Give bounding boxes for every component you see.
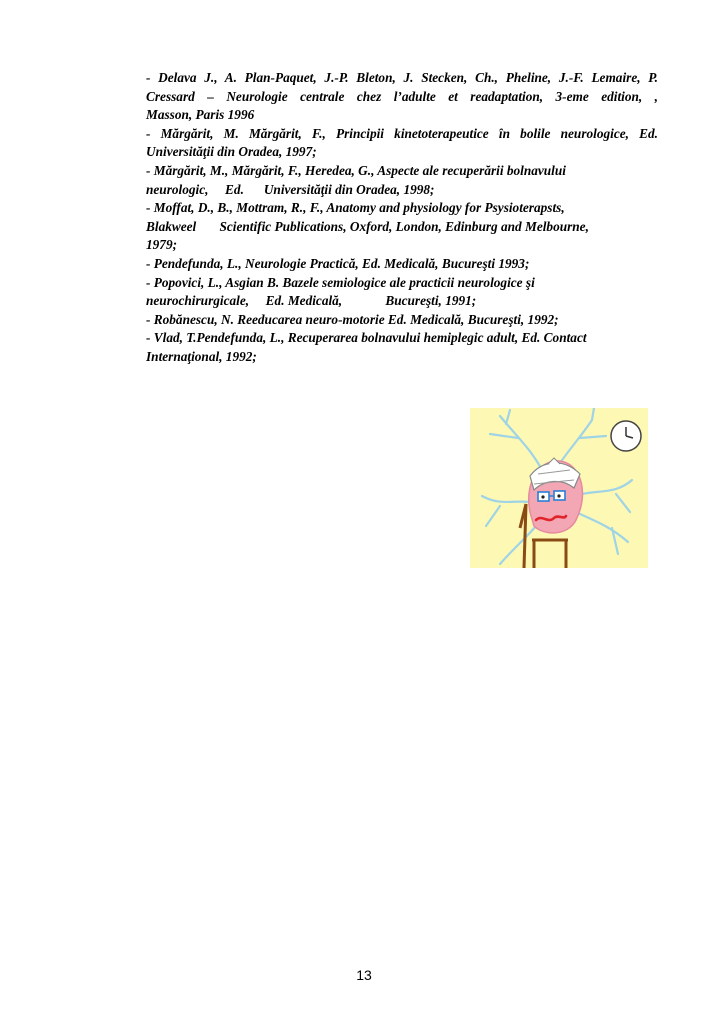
reference-line: - Mărgărit, M., Mărgărit, F., Heredea, G., Aspecte ale recuperării bolnavului: [146, 162, 566, 178]
reference-line: Universităţii din Oradea, 1997;: [146, 144, 317, 160]
reference-entry: [146, 311, 658, 330]
neuron-cartoon-illustration: [470, 408, 648, 568]
reference-line: - Popovici, L., Asgian B. Bazele semiologice ale practicii neurologice şi: [146, 274, 535, 290]
reference-line: - Robănescu, N. Reeducarea neuro-motorie Ed. Medicală, Bucureşti, 1992;: [146, 311, 559, 327]
reference-line: Blakweel Scientific Publications, Oxford, London, Edinburg and Melbourne,: [146, 218, 589, 234]
page-number: 13: [356, 967, 372, 983]
clock-icon: [611, 421, 641, 451]
reference-entry: [146, 162, 658, 199]
reference-line: Masson, Paris 1996: [146, 107, 255, 123]
reference-line: - Moffat, D., B., Mottram, R., F., Anatomy and physiology for Psysioterapsts,: [146, 200, 565, 216]
reference-entry: [146, 199, 658, 255]
reference-line: - Vlad, T.Pendefunda, L., Recuperarea bolnavului hemiplegic adult, Ed. Contact: [146, 330, 587, 346]
reference-entry: [146, 125, 658, 162]
reference-entry: [146, 274, 658, 311]
reference-line: neurochirurgicale, Ed. Medicală, Bucureşti, 1991;: [146, 293, 477, 309]
reference-line: Cressard – Neurologie centrale chez l’adulte et readaptation, 3-eme edition, ,: [146, 88, 658, 104]
reference-entry: [146, 329, 658, 366]
reference-line: 1979;: [146, 237, 178, 253]
bibliography-list: [146, 69, 658, 367]
reference-line: Internaţional, 1992;: [146, 348, 257, 364]
reference-line: neurologic, Ed. Universităţii din Oradea, 1998;: [146, 181, 435, 197]
reference-line: - Delava J., A. Plan-Paquet, J.-P. Bleton, J. Stecken, Ch., Pheline, J.-F. Lemaire, P.: [146, 70, 658, 85]
reference-entry: [146, 69, 658, 125]
reference-entry: [146, 255, 658, 274]
reference-line: - Pendefunda, L., Neurologie Practică, Ed. Medicală, Bucureşti 1993;: [146, 255, 530, 271]
reference-line: - Mărgărit, M. Mărgărit, F., Principii kinetoterapeutice în bolile neurologice, Ed.: [146, 125, 658, 141]
